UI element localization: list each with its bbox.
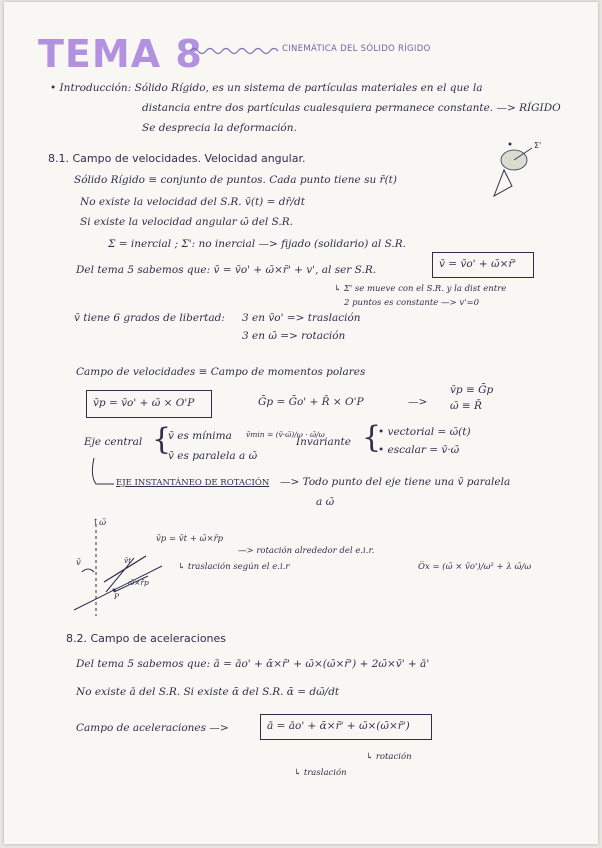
s81-line-4: Σ = inercial ; Σ': no inercial —> fijado (solidario) al S.R.	[108, 238, 407, 250]
central-axis-label: Eje central	[84, 436, 143, 448]
eir-line-3: a ω̄	[316, 496, 335, 508]
fig-p-label: P	[114, 592, 120, 601]
velocity-field-line: Campo de velocidades ≡ Campo de momentos polares	[76, 366, 366, 378]
intro-line-2: distancia entre dos partículas cualesquiera permanece constante. —> RÍGIDO	[142, 102, 561, 114]
equivalence-arrow: —>	[408, 396, 428, 408]
equivalence-1: v̄p ≡ Ḡp	[450, 384, 494, 396]
central-axis-vmin: v̄min = (v̄·ω̄)/ω · ω̄/ω	[246, 430, 325, 439]
accel-translation-note: ↳ traslación	[294, 768, 347, 778]
boxed-acceleration-text: ā = āo' + ᾱ×r̄' + ω̄×(ω̄×r̄')	[267, 720, 410, 732]
boxed-acceleration-formula	[260, 714, 432, 740]
page-title: TEMA 8	[38, 32, 203, 76]
wavy-line	[190, 46, 282, 56]
boxed-velocity-text: v̄ = v̄o' + ω̄×r̄'	[439, 258, 517, 270]
fig-rotation: —> rotación alrededor del e.i.r.	[238, 546, 375, 556]
eir-line-2: —> Todo punto del eje tiene una v̄ paralela	[280, 476, 511, 488]
invariant-label: Invariante	[296, 436, 351, 448]
s81-line-3: Si existe la velocidad angular ω̄ del S.R.	[80, 216, 294, 228]
intro-line-3: Se desprecia la deformación.	[142, 122, 297, 134]
s81-line-5: Del tema 5 sabemos que: v̄ = v̄o' + ω̄×r̄' + v', al ser S.R.	[76, 264, 377, 276]
eir-label: EJE INSTANTÁNEO DE ROTACIÓN	[116, 478, 270, 488]
s82-line-2: No existe ā del S.R. Si existe ᾱ del S.R. ᾱ = dω̄/dt	[76, 686, 340, 698]
fig-wxp-label: ω̄×r̄p	[128, 578, 149, 587]
s81-line-1: Sólido Rígido ≡ conjunto de puntos. Cada punto tiene su r̄(t)	[74, 174, 397, 186]
intro-line-1: • Introducción: Sólido Rígido, es un sistema de partículas materiales en el que la	[50, 82, 483, 94]
brace-left: {	[152, 422, 172, 457]
brace-invariant: {	[362, 420, 382, 455]
fig-omega-label: ↑ω̄	[92, 518, 107, 528]
fig-v-label: v̄	[76, 558, 81, 568]
s82-line-3: Campo de aceleraciones —>	[76, 722, 229, 734]
central-axis-parallel: v̄ es paralela a ω̄	[168, 450, 258, 462]
boxed-velocity-formula	[432, 252, 534, 278]
fig-vp-formula: v̄p = v̄t + ω̄×r̄p	[156, 534, 224, 544]
section-8-1-heading: 8.1. Campo de velocidades. Velocidad angular.	[48, 152, 306, 165]
section-8-2-heading: 8.2. Campo de aceleraciones	[66, 632, 227, 645]
page-subtitle: CINEMÁTICA DEL SÓLIDO RÍGIDO	[282, 44, 431, 54]
boxed-vp-formula	[86, 390, 212, 418]
dof-rotation: 3 en ω̄ => rotación	[242, 330, 346, 342]
eir-diagram	[70, 518, 180, 618]
svg-text:Σ': Σ'	[534, 141, 542, 150]
dof-translation: 3 en v̄o' => traslación	[242, 312, 361, 324]
degrees-of-freedom: v̄ tiene 6 grados de libertad:	[74, 312, 225, 324]
note-line-1: ↳ Σ' se mueve con el S.R. y la dist entre	[334, 284, 507, 294]
fig-ox-formula: O̅x = (ω̄ × v̄o')/ω² + λ ω̄/ω	[418, 562, 532, 572]
eir-hook	[88, 456, 118, 490]
central-axis-min: v̄ es mínima	[168, 430, 232, 442]
invariant-scalar: • escalar = v̄·ω̄	[378, 444, 460, 456]
invariant-vector: • vectorial = ω̄(t)	[378, 426, 471, 438]
fig-translation: ↳ traslación según el e.i.r	[178, 562, 290, 572]
equivalence-2: ω̄ ≡ R̄	[450, 400, 482, 412]
s81-line-2: No existe la velocidad del S.R. v̄(t) = dr̄/dt	[80, 196, 305, 208]
s82-line-1: Del tema 5 sabemos que: ā = āo' + ᾱ×r̄' + ω̄×(ω̄×r̄') + 2ω̄×v̄' + ā'	[76, 658, 430, 670]
accel-rotation-note: ↳ rotación	[366, 752, 412, 762]
moment-formula: Ḡp = Ḡo' + R̄ × O'P	[258, 396, 364, 408]
boxed-vp-text: v̄p = v̄o' + ω̄ × O'P	[93, 397, 195, 409]
fig-vt-label: v̄t	[124, 556, 132, 565]
note-line-2: 2 puntos es constante —> v'=0	[344, 298, 480, 308]
rigid-body-sketch	[480, 136, 550, 206]
notebook-page	[4, 2, 598, 844]
